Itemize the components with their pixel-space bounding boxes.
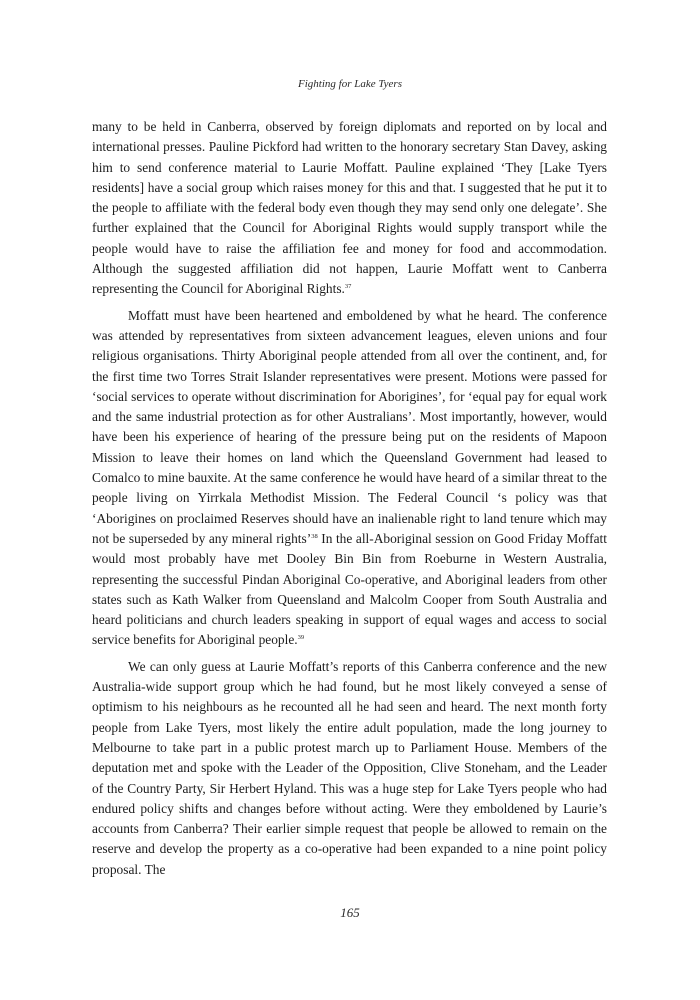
paragraph-text-continued: In the all-Aboriginal session on Good Friday Moffatt would most probably have met Dooley Bin Bin from Roeburne in Western Australia, representing the successful Pindan Aboriginal Co-operative, and Aboriginal leaders from other states such as Kath Walker from Queensland and Malcolm Cooper from South Australia and heard politicians and church leaders speaking in support of equal wages and access to social service benefits for Aboriginal people. [92, 530, 607, 648]
footnote-ref-39[interactable]: 39 [297, 634, 305, 642]
footnote-ref-37[interactable]: 37 [344, 283, 352, 291]
body-text [92, 117, 607, 886]
paragraph-2 [92, 306, 607, 651]
footnote-ref-38[interactable]: 38 [311, 532, 318, 540]
paragraph-text: We can only guess at Laurie Moffatt’s reports of this Canberra conference and the new Australia-wide support group which he had found, but he most likely conveyed a sense of optimism to his neighbours as he recounted all he had seen and heard. The next month forty people from Lake Tyers, most likely the entire adult population, made the long journey to Melbourne to take part in a public protest march up to Parliament House. Members of the deputation met and spoke with the Leader of the Opposition, Clive Stoneham, and the Leader of the Country Party, Sir Herbert Hyland. This was a huge step for Lake Tyers people who had endured policy shifts and changes before without acting. Were they emboldened by Laurie’s accounts from Canberra? Their earlier simple request that people be allowed to remain on the reserve and develop the property as a co-operative had been expanded to a nine point policy proposal. The [92, 658, 607, 877]
page-number: 165 [340, 905, 360, 920]
paragraph-text: many to be held in Canberra, observed by foreign diplomats and reported on by local and international presses. Pauline Pickford had written to the honorary secretary Stan Davey, asking him to send conference material to Laurie Moffatt. Pauline explained ‘They [Lake Tyers residents] have a social group which raises money for this and that. I suggested that he put it to the people to affiliate with the federal body even though they may send only one delegate’. She further explained that the Council for Aboriginal Rights would supply transport while the people would have to raise the affiliation fee and money for food and accommodation. Although the suggested affiliation did not happen, Laurie Moffatt went to Canberra representing the Council for Aboriginal Rights. [92, 119, 607, 297]
running-head: Fighting for Lake Tyers [298, 78, 402, 90]
paragraph-text: Moffatt must have been heartened and emboldened by what he heard. The conference was attended by representatives from sixteen advancement leagues, eleven unions and four religious organisations. Thirty Aboriginal people attended from all over the continent, and, for the first time two Torres Strait Islander representatives were present. Motions were passed for ‘social services to operate without discrimination for Aborigines’, for ‘equal pay for equal work and the same industrial protection as for other Australians’. Most importantly, however, would have been his experience of hearing of the pressure being put on the residents of Mapoon Mission to leave their homes on land which the Queensland Government had leased to Comalco to mine bauxite. At the same conference he would have heard of a similar threat to the people living on Yirrkala Methodist Mission. The Federal Council ‘s policy was that ‘Aborigines on proclaimed Reserves should have an inalienable right to land tenure which may not be superseded by any mineral rights’ [92, 307, 607, 546]
paragraph-3 [92, 657, 607, 880]
paragraph-1 [92, 117, 607, 300]
